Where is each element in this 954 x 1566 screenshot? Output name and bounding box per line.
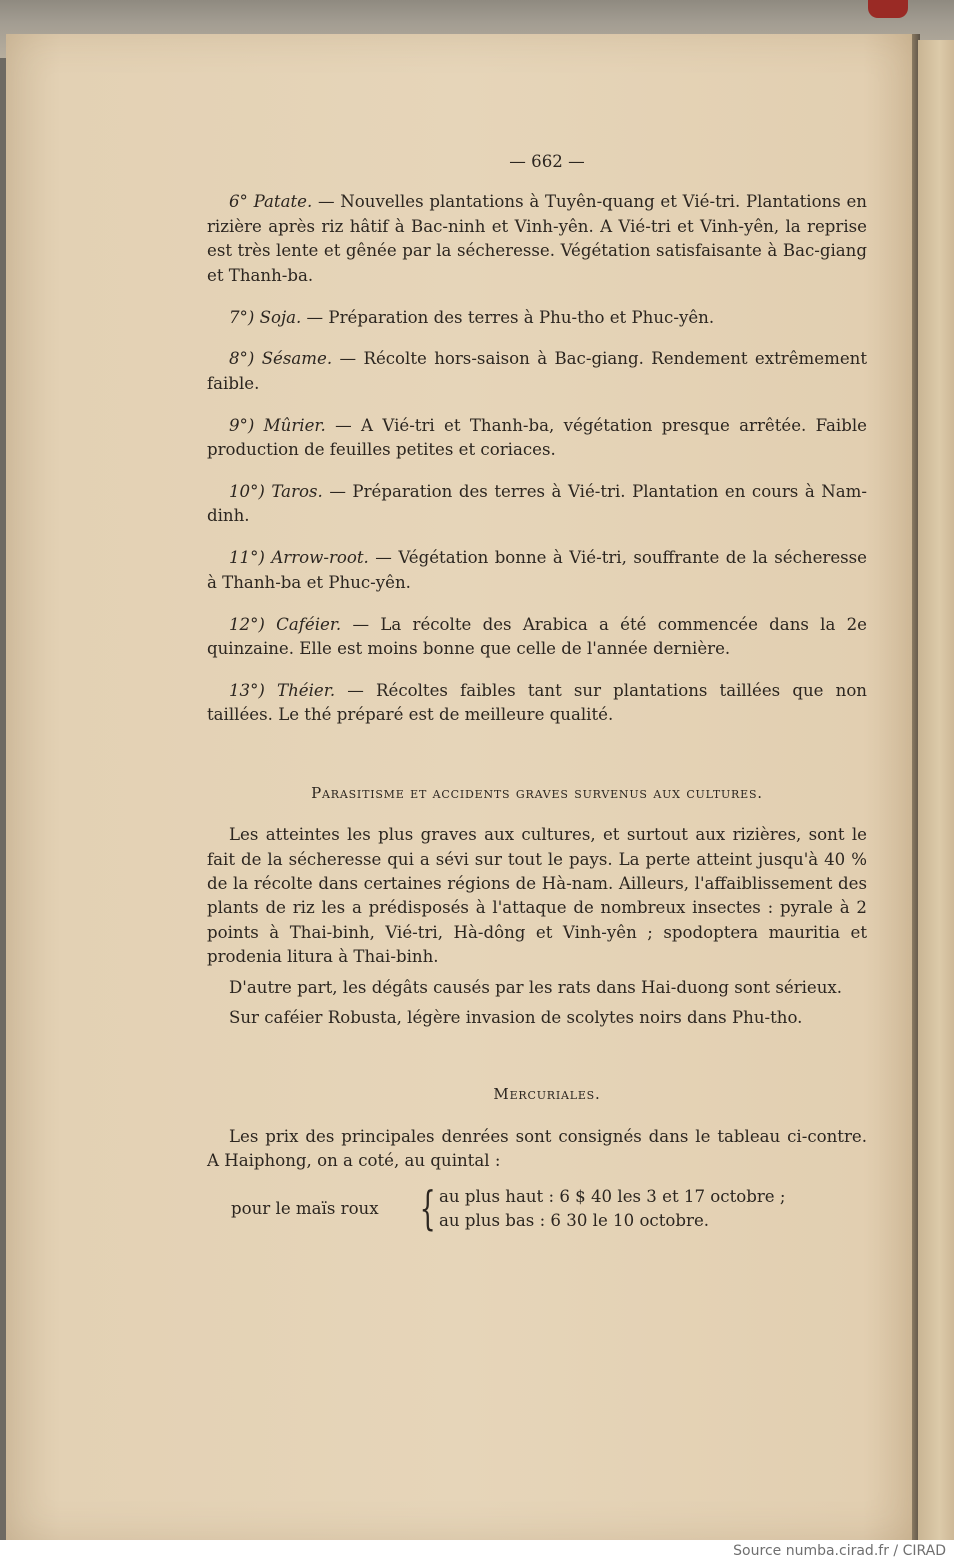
parasitisme-paragraph: Sur caféier Robusta, légère invasion de scolytes noirs dans Phu-tho.	[229, 1008, 803, 1028]
page-number: — 662 —	[509, 152, 585, 171]
item-soja: 7°) Soja. — Préparation des terres à Phu-tho et Phuc-yên.	[229, 307, 715, 327]
curly-brace: {	[419, 1180, 436, 1235]
price-low-line: au plus bas : 6 30 le 10 octobre.	[439, 1210, 710, 1230]
page-text	[207, 150, 867, 1238]
item-sesame: 8°) Sésame. — Récolte hors-saison à Bac-giang. Rendement extrêmement faible.	[207, 349, 867, 393]
parasitisme-paragraph: D'autre part, les dégâts causés par les rats dans Hai-duong sont sérieux.	[229, 977, 843, 997]
item-cafeier: 12°) Caféier. — La récolte des Arabica a été commencée dans la 2e quinzaine. Elle est moins bonne que celle de l'année dernière.	[207, 614, 867, 659]
section-heading-parasitisme: Parasitisme et accidents graves survenus aux cultures.	[311, 783, 763, 802]
price-quote-block	[207, 1182, 867, 1238]
item-arrow-root: 11°) Arrow-root. — Végétation bonne à Vié-tri, souffrante de la sécheresse à Thanh-ba et Phuc-yên.	[207, 548, 867, 592]
item-theier: 13°) Théier. — Récoltes faibles tant sur plantations taillées que non taillées. Le thé préparé est de meilleure qualité.	[207, 681, 867, 725]
item-patate: 6° Patate. — Nouvelles plantations à Tuyên-quang et Vié-tri. Plantations en rizière après riz hâtif à Bac-ninh et Vinh-yên. A Vié-tri et Vinh-yên, la reprise est très lente et gênée par la sécheresse. Végétation satisfaisante à Bac-giang et Thanh-ba.	[207, 192, 867, 285]
source-credit: Source numba.cirad.fr / CIRAD	[733, 1543, 946, 1559]
section-heading-mercuriales: Mercuriales.	[493, 1085, 601, 1104]
item-taros: 10°) Taros. — Préparation des terres à Vié-tri. Plantation en cours à Nam-dinh.	[207, 482, 868, 526]
price-label: pour le maïs roux	[231, 1198, 379, 1218]
item-murier: 9°) Mûrier. — A Vié-tri et Thanh-ba, végétation presque arrêtée. Faible production de feuilles petites et coriaces.	[207, 415, 867, 460]
mercuriales-intro: Les prix des principales denrées sont consignés dans le tableau ci-contre. A Haiphong, on a coté, au quintal :	[207, 1126, 867, 1171]
red-bookmark-tab	[868, 0, 908, 18]
adjacent-page-edge	[918, 40, 954, 1540]
parasitisme-paragraph: Les atteintes les plus graves aux cultures, et surtout aux rizières, sont le fait de la sécheresse qui a sévi sur tout le pays. La perte atteint jusqu'à 40 % de la récolte dans certaines régions de Hà-nam. Ailleurs, l'affaiblissement des plants de riz les a prédisposés à l'attaque de nombreux insectes : pyrale à 2 points à Thai-binh, Vié-tri, Hà-dông et Vinh-yên ; spodoptera mauritia et prodenia litura à Thai-binh.	[207, 825, 867, 967]
price-high-line: au plus haut : 6 $ 40 les 3 et 17 octobre ;	[439, 1186, 786, 1206]
